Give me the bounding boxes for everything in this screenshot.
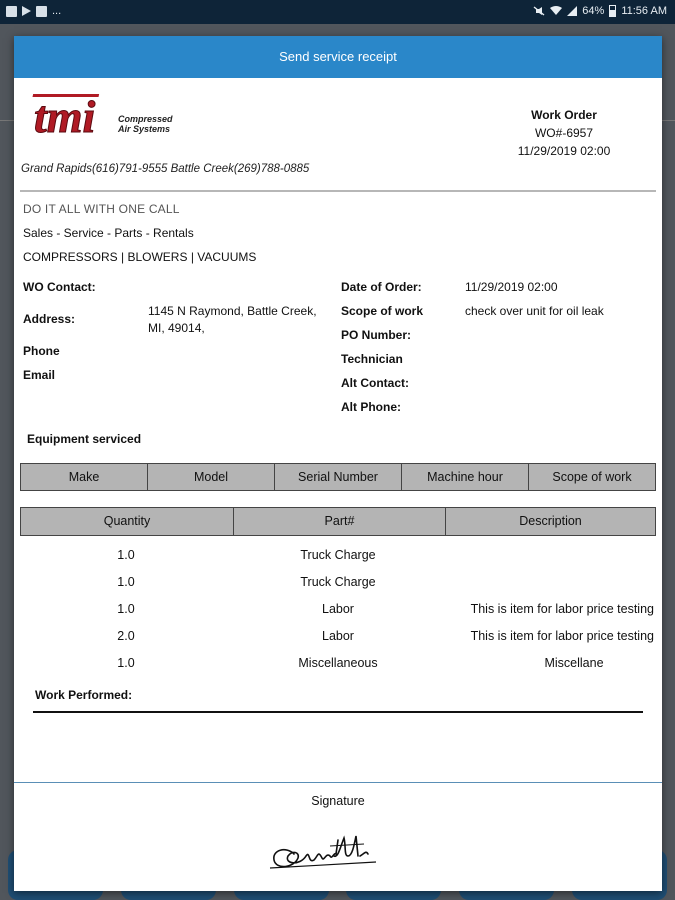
technician-label: Technician xyxy=(341,352,403,366)
date-of-order-value: 11/29/2019 02:00 xyxy=(465,280,558,294)
email-label: Email xyxy=(23,368,56,382)
address-line2: MI, 49014, xyxy=(148,321,205,335)
logo-sub2: Air Systems xyxy=(118,124,171,134)
work-performed-line xyxy=(33,711,643,713)
work-order-title: Work Order xyxy=(531,108,597,122)
wo-contact-label: WO Contact: xyxy=(23,280,96,294)
parts-col-quantity: Quantity xyxy=(103,514,151,528)
row-part: Labor xyxy=(322,602,354,616)
row-description: This is item for labor price testing xyxy=(470,629,654,643)
row-quantity: 1.0 xyxy=(117,575,135,589)
row-quantity: 1.0 xyxy=(117,656,135,670)
equipment-col-hours: Machine hour xyxy=(401,464,528,490)
wifi-icon xyxy=(550,6,562,16)
service-receipt-dialog xyxy=(14,36,662,891)
row-part: Miscellaneous xyxy=(298,656,378,670)
equipment-table-header xyxy=(20,463,656,491)
work-performed-label: Work Performed: xyxy=(35,688,133,702)
battery-percent: 64% xyxy=(582,5,605,17)
work-order-datetime: 11/29/2019 02:00 xyxy=(517,144,611,158)
row-part: Truck Charge xyxy=(300,548,376,562)
row-part: Labor xyxy=(322,629,354,643)
background-divider xyxy=(0,120,14,121)
logo-sub1: Compressed xyxy=(118,114,173,124)
row-description xyxy=(444,569,656,596)
signature-label: Signature xyxy=(311,794,365,808)
table-row xyxy=(20,650,656,677)
po-number-label: PO Number: xyxy=(341,328,412,342)
signal-icon xyxy=(567,6,577,16)
play-icon xyxy=(22,6,31,16)
battery-icon xyxy=(609,5,616,17)
alt-phone-label: Alt Phone: xyxy=(341,400,401,414)
alt-contact-label: Alt Contact: xyxy=(341,376,409,390)
mute-icon xyxy=(533,6,545,16)
phone-label: Phone xyxy=(23,344,60,358)
company-services: Sales - Service - Parts - Rentals xyxy=(23,226,194,240)
work-order-block xyxy=(484,106,644,160)
table-row xyxy=(20,596,656,623)
scope-of-work-value: check over unit for oil leak xyxy=(465,304,604,318)
parts-col-description: Description xyxy=(445,508,655,535)
company-phones: Grand Rapids(616)791-9555 Battle Creek(269)788-0885 xyxy=(21,163,310,175)
header-divider xyxy=(20,190,656,192)
row-description xyxy=(444,542,656,569)
row-quantity: 2.0 xyxy=(117,629,135,643)
equipment-col-serial: Serial Number xyxy=(274,464,401,490)
company-tagline: DO IT ALL WITH ONE CALL xyxy=(23,202,180,216)
image-icon xyxy=(6,6,17,17)
equipment-col-scope: Scope of work xyxy=(528,464,655,490)
date-of-order-label: Date of Order: xyxy=(341,280,422,294)
table-row xyxy=(20,569,656,596)
address-line1: 1145 N Raymond, Battle Creek, xyxy=(148,304,317,318)
table-row xyxy=(20,623,656,650)
scope-of-work-label: Scope of work xyxy=(341,304,424,318)
signature-image xyxy=(264,816,384,878)
row-quantity: 1.0 xyxy=(117,602,135,616)
photo-icon xyxy=(36,6,47,17)
dialog-title: Send service receipt xyxy=(14,36,662,78)
work-order-number: WO#-6957 xyxy=(534,126,594,140)
row-description: Miscellane xyxy=(544,656,604,670)
background-divider xyxy=(661,120,675,121)
parts-table-header xyxy=(20,507,656,536)
equipment-col-model: Model xyxy=(147,464,274,490)
row-quantity: 1.0 xyxy=(117,548,135,562)
equipment-serviced-title: Equipment serviced xyxy=(27,432,142,446)
address-label: Address: xyxy=(23,312,76,326)
clock: 11:56 AM xyxy=(621,5,667,17)
signature-divider xyxy=(14,782,662,783)
tmi-logo xyxy=(32,90,192,142)
status-bar xyxy=(0,0,675,24)
company-products: COMPRESSORS | BLOWERS | VACUUMS xyxy=(23,250,257,264)
more-notifications: ... xyxy=(52,5,62,17)
logo-text: tmi xyxy=(34,91,96,142)
parts-col-part: Part# xyxy=(233,508,445,535)
equipment-col-make: Make xyxy=(68,470,100,484)
row-description: This is item for labor price testing xyxy=(470,602,654,616)
row-part: Truck Charge xyxy=(300,575,376,589)
table-row xyxy=(20,542,656,569)
